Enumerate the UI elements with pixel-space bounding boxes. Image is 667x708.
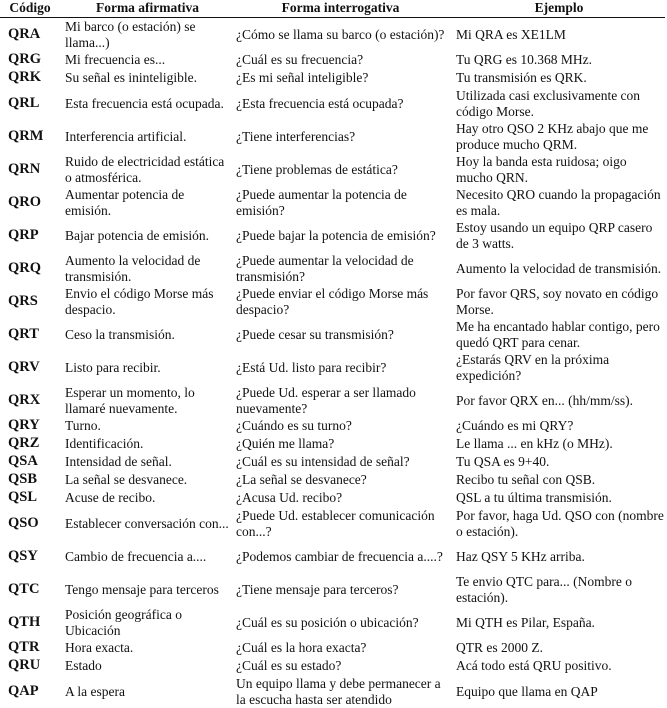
interrogative-cell: ¿Tiene mensaje para terceros? xyxy=(236,581,399,597)
affirmative-cell: Tengo mensaje para terceros xyxy=(65,581,219,597)
example-cell: Hay otro QSO 2 KHz abajo que me produce mucho QRM. xyxy=(456,121,649,152)
code-cell: QRT xyxy=(8,325,39,342)
interrogative-cell: ¿Cuál es la hora exacta? xyxy=(236,640,367,656)
code-cell: QRO xyxy=(8,193,42,210)
code-cell: QRZ xyxy=(8,435,40,452)
example-cell: Mi QTH es Pilar, España. xyxy=(456,614,595,630)
example-cell: Le llama ... en kHz (o MHz). xyxy=(456,436,613,452)
affirmative-cell: Acuse de recibo. xyxy=(65,490,156,506)
affirmative-cell: Ceso la transmisión. xyxy=(65,326,175,342)
affirmative-cell: Su señal es ininteligible. xyxy=(65,70,197,86)
code-cell: QRA xyxy=(8,25,41,42)
table-row xyxy=(0,489,665,507)
affirmative-cell: Listo para recibir. xyxy=(65,359,161,375)
affirmative-cell: Estado xyxy=(65,658,102,674)
affirmative-cell: Turno. xyxy=(65,418,101,434)
affirmative-cell: La señal se desvanece. xyxy=(65,472,188,488)
code-cell: QSO xyxy=(8,514,39,531)
example-cell: Necesito QRO cuando la propagación es mala. xyxy=(456,187,661,218)
example-cell: QTR es 2000 Z. xyxy=(456,640,543,656)
interrogative-cell: ¿Cuál es su posición o ubicación? xyxy=(236,614,419,630)
code-cell: QSB xyxy=(8,471,38,488)
affirmative-cell: Cambio de frecuencia a.... xyxy=(65,548,207,564)
table-row xyxy=(0,318,665,351)
interrogative-cell: ¿Tiene problemas de estática? xyxy=(236,161,398,177)
code-cell: QRV xyxy=(8,358,40,375)
code-cell: QRG xyxy=(8,51,42,68)
table-row xyxy=(0,87,665,120)
interrogative-cell: Un equipo llama y debe permanecer a la escucha hasta ser atendido xyxy=(236,676,441,707)
interrogative-cell: ¿Podemos cambiar de frecuencia a....? xyxy=(236,548,443,564)
table-row xyxy=(0,606,665,639)
table-row xyxy=(0,417,665,435)
affirmative-cell: Envio el código Morse más despacio. xyxy=(65,286,214,317)
interrogative-cell: ¿Puede cesar su transmisión? xyxy=(236,326,394,342)
interrogative-cell: ¿Cuál es su intensidad de señal? xyxy=(236,454,410,470)
affirmative-cell: Ruido de electricidad estática o atmosférica. xyxy=(65,154,225,185)
code-cell: QRK xyxy=(8,69,42,86)
code-cell: QSL xyxy=(8,489,38,506)
affirmative-cell: Bajar potencia de emisión. xyxy=(65,227,209,243)
table-body xyxy=(0,18,665,708)
affirmative-cell: Posición geográfica o Ubicación xyxy=(65,607,182,638)
table-header xyxy=(0,0,665,18)
table-row xyxy=(0,18,665,51)
code-cell: QAP xyxy=(8,682,39,699)
code-cell: QRU xyxy=(8,657,41,674)
table-row xyxy=(0,384,665,417)
example-cell: Haz QSY 5 KHz arriba. xyxy=(456,548,585,564)
affirmative-cell: Esperar un momento, lo llamaré nuevamente. xyxy=(65,385,195,416)
example-cell: ¿Cuándo es mi QRY? xyxy=(456,418,574,434)
header-forma-interrogativa: Forma interrogativa xyxy=(281,0,400,15)
interrogative-cell: ¿Puede aumentar la potencia de emisión? xyxy=(236,187,407,218)
example-cell: QSL a tu última transmisión. xyxy=(456,490,612,506)
example-cell: Tu transmisión es QRK. xyxy=(456,70,587,86)
example-cell: Hoy la banda esta ruidosa; oigo mucho QRN. xyxy=(456,154,627,185)
affirmative-cell: Aumentar potencia de emisión. xyxy=(65,187,185,218)
table-row xyxy=(0,639,665,657)
example-cell: Aumento la velocidad de transmisión. xyxy=(456,260,662,276)
example-cell: Mi QRA es XE1LM xyxy=(456,26,566,42)
interrogative-cell: ¿Puede aumentar la velocidad de transmisión? xyxy=(236,253,414,284)
header-ejemplo: Ejemplo xyxy=(534,0,584,15)
interrogative-cell: ¿Cómo se llama su barco (o estación)? xyxy=(236,26,445,42)
example-cell: Estoy usando un equipo QRP casero de 3 watts. xyxy=(456,220,653,251)
table-row xyxy=(0,351,665,384)
example-cell: Me ha encantado hablar contigo, pero quedó QRT para cenar. xyxy=(456,319,660,350)
table-row xyxy=(0,507,665,540)
affirmative-cell: Mi frecuencia es... xyxy=(65,52,166,68)
example-cell: Recibo tu señal con QSB. xyxy=(456,472,596,488)
affirmative-cell: Hora exacta. xyxy=(65,640,134,656)
example-cell: Por favor QRS, soy novato en código Morse. xyxy=(456,286,659,317)
code-cell: QRY xyxy=(8,417,40,434)
example-cell: ¿Estarás QRV en la próxima expedición? xyxy=(456,352,610,383)
example-cell: Te envio QTC para... (Nombre o estación). xyxy=(456,574,633,605)
interrogative-cell: ¿Cuál es su estado? xyxy=(236,658,342,674)
code-cell: QTR xyxy=(8,639,40,656)
table-row xyxy=(0,69,665,87)
example-cell: Por favor QRX en... (hh/mm/ss). xyxy=(456,392,633,408)
table-row xyxy=(0,453,665,471)
table-row xyxy=(0,120,665,153)
code-cell: QRP xyxy=(8,226,39,243)
interrogative-cell: ¿Acusa Ud. recibo? xyxy=(236,490,343,506)
code-cell: QRM xyxy=(8,127,44,144)
code-cell: QTH xyxy=(8,613,41,630)
example-cell: Utilizada casi exclusivamente con código Morse. xyxy=(456,88,641,119)
affirmative-cell: Esta frecuencia está ocupada. xyxy=(65,95,224,111)
header-forma-afirmativa: Forma afirmativa xyxy=(95,0,200,15)
table-row xyxy=(0,285,665,318)
table-row xyxy=(0,252,665,285)
affirmative-cell: Interferencia artificial. xyxy=(65,128,187,144)
affirmative-cell: Establecer conversación con... xyxy=(65,515,229,531)
example-cell: Equipo que llama en QAP xyxy=(456,683,598,699)
affirmative-cell: A la espera xyxy=(65,683,125,699)
code-cell: QRX xyxy=(8,391,41,408)
table-row xyxy=(0,153,665,186)
example-cell: Tu QRG es 10.368 MHz. xyxy=(456,52,593,68)
interrogative-cell: ¿Puede enviar el código Morse más despacio? xyxy=(236,286,429,317)
table-row xyxy=(0,219,665,252)
interrogative-cell: ¿Puede Ud. esperar a ser llamado nuevamente? xyxy=(236,385,416,416)
interrogative-cell: ¿Tiene interferencias? xyxy=(236,128,356,144)
table-row xyxy=(0,471,665,489)
header-codigo: Código xyxy=(9,0,51,15)
example-cell: Acá todo está QRU positivo. xyxy=(456,658,612,674)
example-cell: Por favor, haga Ud. QSO con (nombre o estación). xyxy=(456,508,664,539)
interrogative-cell: ¿Puede bajar la potencia de emisión? xyxy=(236,227,436,243)
table-row xyxy=(0,51,665,69)
code-cell: QTC xyxy=(8,580,40,597)
interrogative-cell: ¿Cuál es su frecuencia? xyxy=(236,52,364,68)
affirmative-cell: Intensidad de señal. xyxy=(65,454,172,470)
table-row xyxy=(0,573,665,606)
table-row xyxy=(0,675,665,708)
affirmative-cell: Mi barco (o estación) se llama...) xyxy=(65,19,196,50)
table-row xyxy=(0,186,665,219)
interrogative-cell: ¿La señal se desvanece? xyxy=(236,472,367,488)
interrogative-cell: ¿Quién me llama? xyxy=(236,436,335,452)
affirmative-cell: Aumento la velocidad de transmisión. xyxy=(65,253,201,284)
table-row xyxy=(0,540,665,573)
interrogative-cell: ¿Es mi señal inteligible? xyxy=(236,70,369,86)
code-cell: QRQ xyxy=(8,259,42,276)
code-cell: QSY xyxy=(8,547,38,564)
table-row xyxy=(0,657,665,675)
interrogative-cell: ¿Esta frecuencia está ocupada? xyxy=(236,95,404,111)
interrogative-cell: ¿Puede Ud. establecer comunicación con...? xyxy=(236,508,435,539)
code-cell: QRL xyxy=(8,94,40,111)
code-cell: QSA xyxy=(8,453,38,470)
interrogative-cell: ¿Está Ud. listo para recibir? xyxy=(236,359,387,375)
code-cell: QRN xyxy=(8,160,41,177)
interrogative-cell: ¿Cuándo es su turno? xyxy=(236,418,352,434)
affirmative-cell: Identificación. xyxy=(65,436,144,452)
example-cell: Tu QSA es 9+40. xyxy=(456,454,550,470)
code-cell: QRS xyxy=(8,292,38,309)
table-row xyxy=(0,435,665,453)
